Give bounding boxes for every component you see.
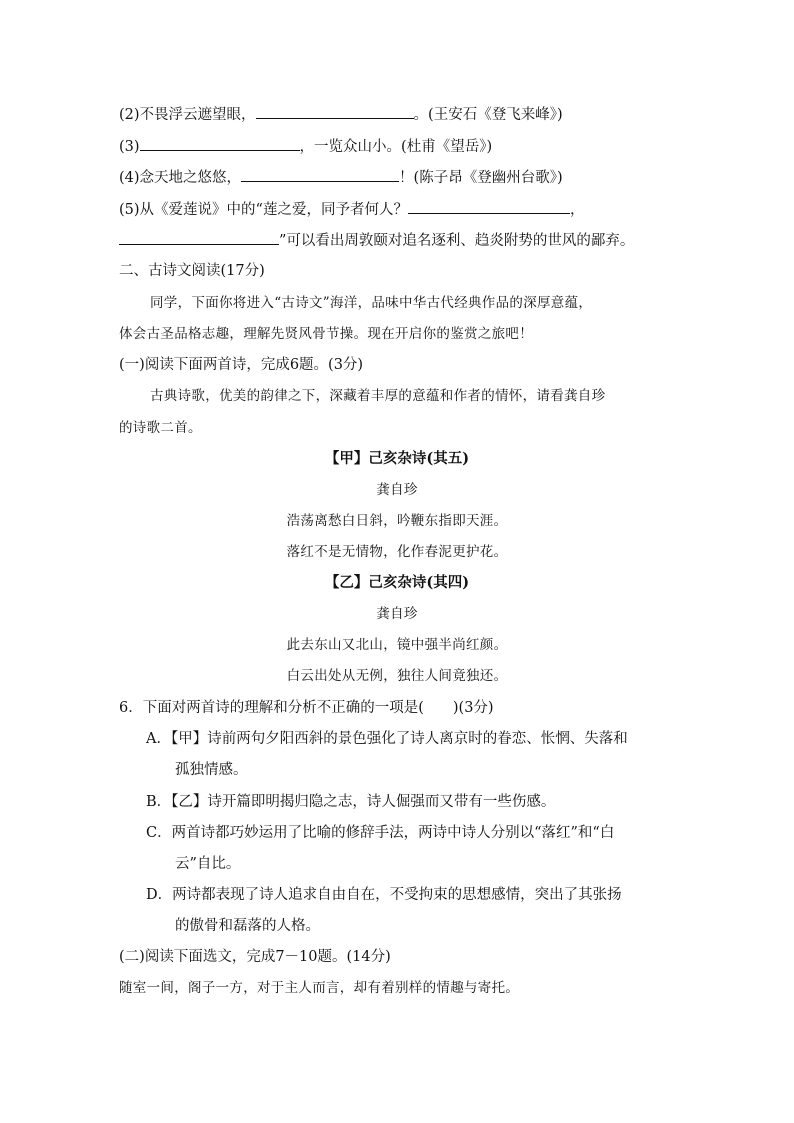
option-d[interactable]: D．两诗都表现了诗人追求自由自在，不受拘束的思想感情，突出了其张扬	[146, 887, 622, 903]
poem-line: 白云出处从无例，独往人间竟独还。	[286, 668, 508, 684]
option-a[interactable]: A．【甲】诗前两句夕阳西斜的景色强化了诗人离京时的眷恋、怅惘、失落和	[146, 731, 628, 747]
option-c-continued: 云”自比。	[175, 856, 241, 872]
question-5-line	[119, 197, 584, 221]
part-intro-continued: 的诗歌二首。	[119, 420, 202, 436]
answer-blank[interactable]	[241, 165, 399, 182]
question-4-line	[119, 165, 563, 189]
poem-author: 龚自珍	[376, 606, 418, 622]
question-source: 。(王安石《登飞来峰》)	[413, 107, 563, 123]
question-5-line-2	[119, 228, 634, 252]
question-number: (3)	[119, 139, 140, 155]
poem-author: 龚自珍	[376, 482, 418, 498]
question-prompt-continued: ”可以看出周敦颐对追名逐利、趋炎附势的世风的鄙弃。	[279, 233, 635, 249]
passage-intro: 随室一间，阁子一方，对于主人而言，却有着别样的情趣与寄托。	[119, 980, 520, 996]
question-number: (4)	[119, 170, 140, 186]
question-prompt: 从《爱莲说》中的“莲之爱，同予者何人？	[139, 202, 408, 218]
option-d-continued: 的傲骨和磊落的人格。	[175, 918, 320, 934]
question-3-line	[119, 134, 492, 158]
question-number: (2)	[119, 107, 140, 123]
question-prompt: 不畏浮云遮望眼，	[139, 107, 256, 123]
section-heading: 二、古诗文阅读(17分)	[119, 263, 265, 279]
answer-blank[interactable]	[256, 102, 414, 119]
poem-line: 落红不是无情物，化作春泥更护花。	[286, 544, 508, 560]
section-intro-continued: 体会古圣品格志趣，理解先贤风骨节操。现在开启你的鉴赏之旅吧！	[119, 326, 533, 342]
answer-blank[interactable]	[119, 228, 279, 245]
option-a-continued: 孤独情感。	[175, 762, 248, 778]
question-punct: ，	[569, 202, 585, 218]
answer-blank[interactable]	[408, 197, 570, 214]
poem-title: 【乙】己亥杂诗(其四)	[324, 574, 470, 591]
part-heading: (二)阅读下面选文，完成7－10题。(14分)	[119, 949, 391, 965]
poem-line: 浩荡离愁白日斜，吟鞭东指即天涯。	[286, 513, 508, 529]
poem-line: 此去东山又北山，镜中强半尚红颜。	[286, 637, 508, 653]
question-number: (5)	[119, 202, 140, 218]
question-prompt: 念天地之悠悠，	[139, 170, 242, 186]
section-intro: 同学，下面你将进入“古诗文”海洋，品味中华古代经典作品的深厚意蕴，	[150, 295, 593, 311]
part-heading: (一)阅读下面两首诗，完成6题。(3分)	[119, 357, 364, 373]
option-c[interactable]: C．两首诗都巧妙运用了比喻的修辞手法，两诗中诗人分别以“落红”和“白	[146, 825, 615, 841]
question-source: ，一览众山小。(杜甫《望岳》)	[299, 139, 493, 155]
question-6-stem: 6．下面对两首诗的理解和分析不正确的一项是( )(3分)	[119, 700, 494, 716]
part-intro: 古典诗歌，优美的韵律之下，深藏着丰厚的意蕴和作者的情怀，请看龚自珍	[150, 388, 606, 404]
question-2-line	[119, 102, 563, 126]
answer-blank[interactable]	[140, 134, 300, 151]
question-source: ！(陈子昂《登幽州台歌》)	[399, 170, 563, 186]
option-b[interactable]: B．【乙】诗开篇即明揭归隐之志，诗人倔强而又带有一些伤感。	[146, 794, 556, 810]
poem-title: 【甲】己亥杂诗(其五)	[324, 450, 470, 467]
